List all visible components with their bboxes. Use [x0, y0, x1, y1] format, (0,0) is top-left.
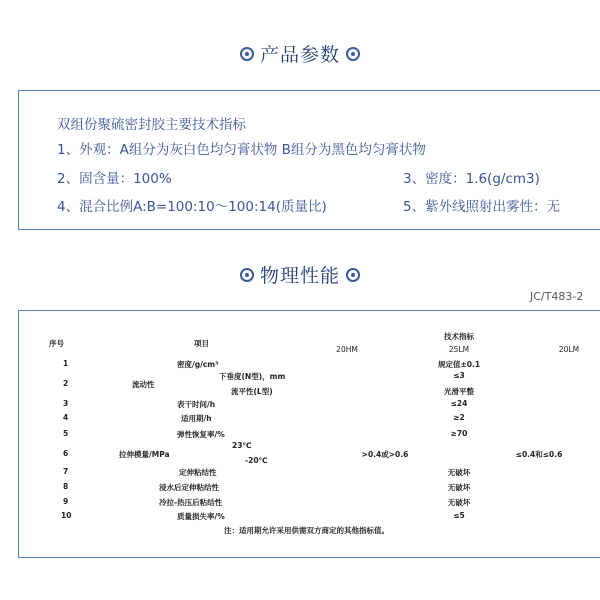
circle-icon [346, 268, 360, 282]
row-3-no: 3 [63, 399, 69, 408]
params-title-line: 双组份聚硫密封胶主要技术指标 [57, 117, 246, 133]
section-heading-params [0, 40, 600, 67]
section-heading-physical [0, 261, 600, 288]
row-5-no: 5 [63, 429, 69, 438]
row-1-item: 密度/g/cm³ [177, 360, 219, 369]
header-20hm: 20HM [336, 345, 358, 354]
circle-icon [240, 268, 254, 282]
params-panel [18, 90, 600, 230]
row-1-value: 规定值±0.1 [437, 360, 481, 369]
circle-icon [346, 47, 360, 61]
row-2-sub2: 流平性(L型) [231, 387, 273, 396]
row-2-no: 2 [63, 379, 69, 388]
row-7-value: 无破坏 [447, 468, 471, 477]
row-10-no: 10 [61, 511, 72, 520]
row-6-value-hm: >0.4或>0.6 [361, 450, 409, 459]
uv-line: 5、紫外线照射出雾性：无 [403, 199, 561, 215]
row-8-no: 8 [63, 482, 69, 491]
row-6-item: 拉伸模量/MPa [119, 450, 170, 459]
header-seq: 序号 [49, 339, 64, 348]
header-item: 项目 [194, 339, 209, 348]
row-8-value: 无破坏 [447, 483, 471, 492]
row-4-no: 4 [63, 413, 69, 422]
row-10-item: 质量损失率/% [177, 512, 225, 521]
row-6-no: 6 [63, 449, 69, 458]
circle-icon [240, 47, 254, 61]
row-2-group: 流动性 [132, 380, 155, 389]
row-2-value1: ≤3 [453, 371, 465, 380]
density-line: 3、密度：1.6(g/cm3) [403, 171, 540, 187]
row-7-no: 7 [63, 467, 69, 476]
mix-ratio-line: 4、混合比例A:B=100:10～100:14(质量比) [57, 199, 327, 215]
params-title: 产品参数 [259, 44, 340, 66]
header-25lm: 25LM [448, 345, 470, 354]
row-6-value-lm: ≤0.4和≤0.6 [515, 450, 563, 459]
row-2-sub1: 下垂度(N型)，mm [219, 372, 286, 381]
solid-content-line: 2、固含量：100% [57, 171, 172, 187]
header-20lm: 20LM [558, 345, 580, 354]
row-5-value: ≥70 [450, 429, 468, 438]
row-4-value: ≥2 [453, 413, 465, 422]
row-6-temp2: -20℃ [245, 456, 268, 465]
standard-code: JC/T483-2 [530, 290, 584, 303]
physical-title: 物理性能 [259, 265, 340, 287]
row-3-value: ≤24 [450, 399, 468, 408]
row-9-value: 无破坏 [447, 498, 471, 507]
row-6-temp1: 23℃ [232, 441, 252, 450]
row-8-item: 浸水后定伸粘结性 [159, 483, 219, 492]
row-3-item: 表干时间/h [177, 400, 216, 409]
table-note: 注：适用期允许采用供需双方商定的其他指标值。 [224, 526, 389, 535]
appearance-line: 1、外观：A组分为灰白色均匀膏状物 B组分为黑色均匀膏状物 [57, 142, 426, 158]
physical-table [18, 310, 600, 558]
row-5-item: 弹性恢复率/% [177, 430, 225, 439]
row-9-no: 9 [63, 497, 69, 506]
row-9-item: 冷拉-热压后粘结性 [159, 498, 223, 507]
row-4-item: 适用期/h [181, 414, 212, 423]
row-7-item: 定伸粘结性 [179, 468, 217, 477]
row-2-value2: 光滑平整 [444, 387, 474, 396]
header-spec: 技术指标 [444, 332, 474, 341]
row-10-value: ≤5 [453, 511, 465, 520]
row-1-no: 1 [63, 359, 69, 368]
